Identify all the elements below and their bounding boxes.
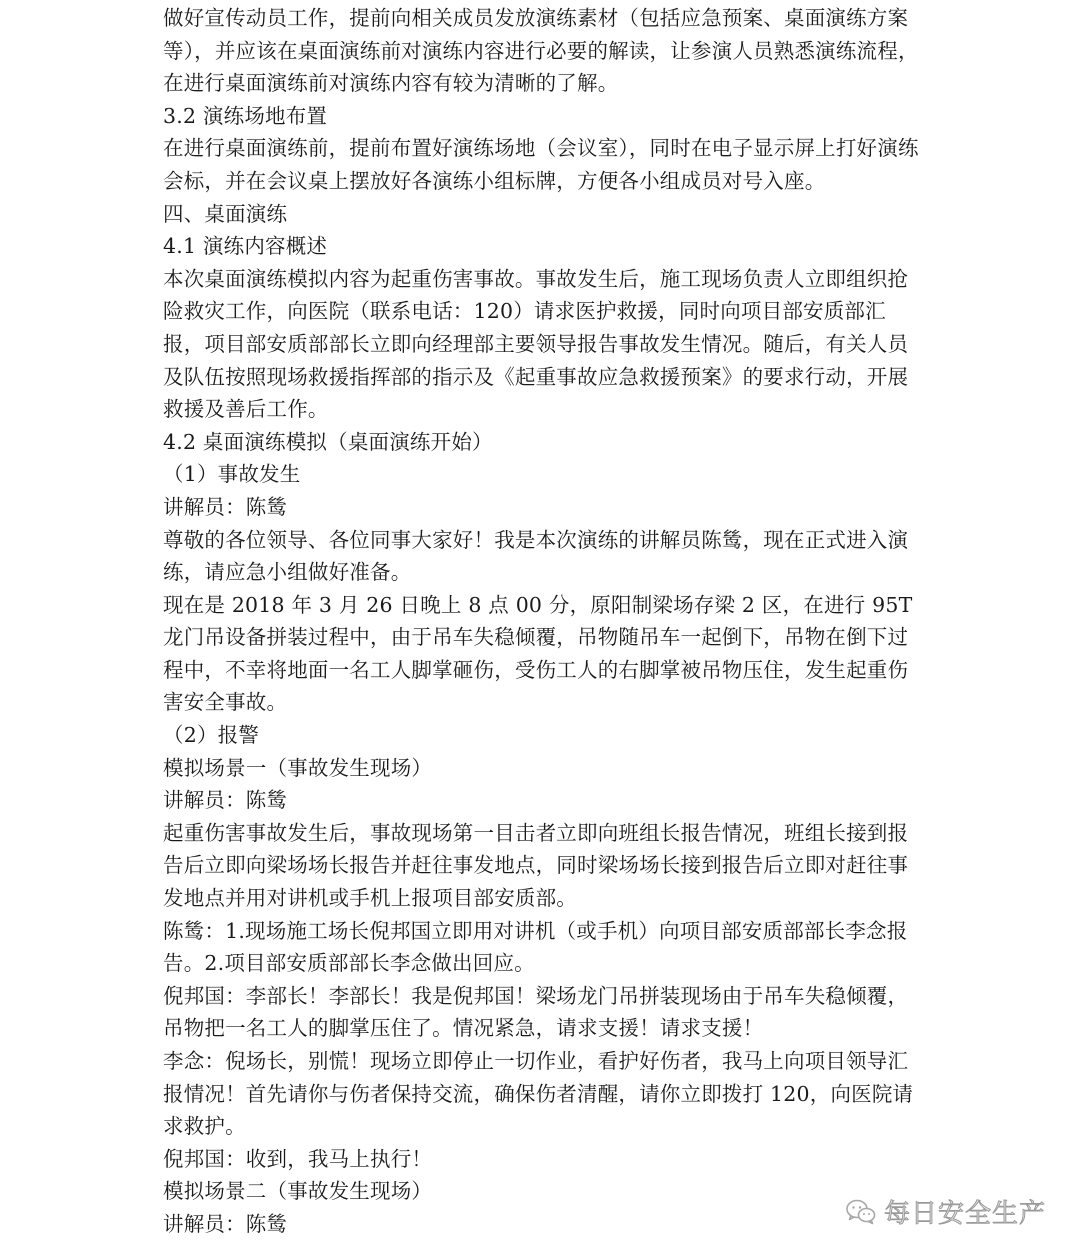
dialogue-ni-reply: 倪邦国：收到，我马上执行！ — [163, 1146, 433, 1171]
paragraph-accident-scene: 现在是 2018 年 3 月 26 日晚上 8 点 00 分，原阳制梁场存梁 2 区，在进行 95T 龙门吊设备拼装过程中，由于吊车失稳倾覆，吊物随吊车一起倒下，吊物在倒下过程中，不幸将地面一名工人脚掌砸伤，受伤工人的右脚掌被吊物压住，发生起重伤害安全事故。 — [163, 592, 913, 715]
heading-4-2: 4.2 桌面演练模拟（桌面演练开始） — [163, 429, 493, 454]
subheading-accident: （1）事故发生 — [163, 462, 301, 487]
paragraph-preparation: 做好宣传动员工作，提前向相关成员发放演练素材（包括应急预案、桌面演练方案等），并应该在桌面演练前对演练内容进行必要的解读，让参演人员熟悉演练流程，在进行桌面演练前对演练内容有较为清晰的了解。 — [163, 6, 919, 96]
narrator-line: 讲解员：陈鸶 — [163, 1211, 288, 1236]
narrator-line: 讲解员：陈鸶 — [163, 788, 288, 813]
paragraph-reporting: 起重伤害事故发生后，事故现场第一目击者立即向班组长报告情况，班组长接到报告后立即向梁场场长报告并赶往事发地点，同时梁场场长接到报告后立即对赶往事发地点并用对讲机或手机上报项目部安质部。 — [163, 820, 909, 911]
heading-3-2: 3.2 演练场地布置 — [163, 103, 328, 128]
dialogue-ni: 倪邦国：李部长！李部长！我是倪邦国！梁场龙门吊拼装现场由于吊车失稳倾覆，吊物把一名工人的脚掌压住了。情况紧急，请求支援！请求支援！ — [163, 983, 909, 1041]
watermark-text: 每日安全生产 — [883, 1199, 1046, 1229]
narrator-line: 讲解员：陈鸶 — [163, 494, 288, 519]
dialogue-chen: 陈鸶：1.现场施工场长倪邦国立即用对讲机（或手机）向项目部安质部部长李念报告。2.项目部安质部部长李念做出回应。 — [163, 918, 908, 976]
wechat-icon — [846, 1199, 876, 1225]
scene-one-title: 模拟场景一（事故发生现场） — [163, 755, 433, 780]
paragraph-venue: 在进行桌面演练前，提前布置好演练场地（会议室），同时在电子显示屏上打好演练会标，并在会议桌上摆放好各演练小组标牌，方便各小组成员对号入座。 — [163, 136, 919, 193]
watermark — [846, 1193, 1046, 1230]
document-body — [163, 2, 923, 1241]
paragraph-overview: 本次桌面演练模拟内容为起重伤害事故。事故发生后，施工现场负责人立即组织抢险救灾工作，向医院（联系电话：120）请求医护救援，同时向项目部安质部汇报，项目部安质部部长立即向经理部主要领导报告事故发生情况。随后，有关人员及队伍按照现场救援指挥部的指示及《起重事故应急救援预案》的要求行动，开展救援及善后工作。 — [163, 266, 909, 422]
heading-4-1: 4.1 演练内容概述 — [163, 234, 328, 259]
dialogue-li: 李念：倪场长，别慌！现场立即停止一切作业，看护好伤者，我马上向项目领导汇报情况！首先请你与伤者保持交流，确保伤者清醒，请你立即拨打 120，向医院请求救护。 — [163, 1049, 914, 1139]
subheading-alarm: （2）报警 — [163, 723, 260, 748]
scene-two-title: 模拟场景二（事故发生现场） — [163, 1179, 433, 1204]
heading-section-4: 四、桌面演练 — [163, 201, 288, 226]
paragraph-greeting: 尊敬的各位领导、各位同事大家好！我是本次演练的讲解员陈鸶，现在正式进入演练，请应急小组做好准备。 — [163, 527, 909, 585]
